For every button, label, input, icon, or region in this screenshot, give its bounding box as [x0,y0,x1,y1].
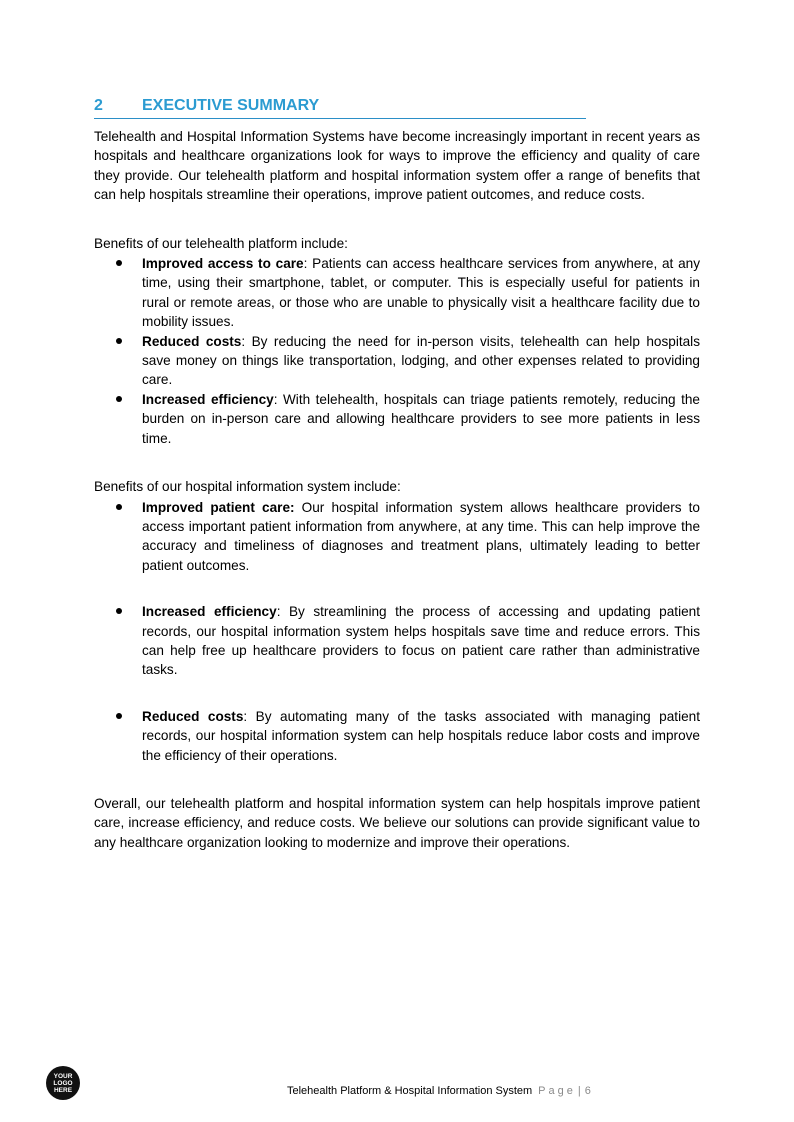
telehealth-benefits-list [94,254,700,448]
benefit-title: Improved patient care: [142,499,295,515]
list-item [94,390,700,448]
benefit-text: : By reducing the need for in-person visits, telehealth can help hospitals save money on things like transportation, lodging, and other expenses related to providing care. [142,333,700,388]
page-footer [287,1085,591,1097]
section-title: EXECUTIVE SUMMARY [142,97,320,114]
benefit-text: : With telehealth, hospitals can triage patients remotely, reducing the burden on in-person care and allowing healthcare providers to see more patients in less time. [142,391,700,446]
bullet-icon [116,504,122,510]
list-item [94,254,700,332]
list-item [94,707,700,765]
list-item [94,498,700,576]
benefit-text: : By automating many of the tasks associated with managing patient records, our hospital information system can help hospitals reduce labor costs and improve the efficiency of their operations. [142,708,700,763]
benefit-title: Increased efficiency [142,604,277,620]
logo-text-line: HERE [53,1086,73,1094]
bullet-icon [116,260,122,266]
his-benefits-intro: Benefits of our hospital information system include: [94,479,401,495]
footer-separator: | [577,1085,581,1097]
list-item [94,332,700,390]
conclusion-paragraph: Overall, our telehealth platform and hospital information system can help hospitals improve patient care, increase efficiency, and reduce costs. We believe our solutions can provide significant value to any healthcare organization looking to modernize and improve their operations. [94,795,700,850]
his-benefits-list [94,498,700,765]
section-heading [94,96,586,119]
logo-text-line: LOGO [53,1079,73,1087]
list-item [94,602,700,680]
footer-document-title: Telehealth Platform & Hospital Information System [287,1085,533,1097]
benefit-title: Increased efficiency [142,391,274,407]
intro-paragraph: Telehealth and Hospital Information Systems have become increasingly important in recent years as hospitals and healthcare organizations look for ways to improve the efficiency and quality of care they provide. Our telehealth platform and hospital information system offer a range of benefits that can help hospitals streamline their operations, improve patient outcomes, and reduce costs. [94,129,700,203]
benefit-title: Reduced costs [142,333,242,349]
telehealth-benefits-intro: Benefits of our telehealth platform include: [94,235,348,251]
benefit-text: Our hospital information system allows healthcare providers to access important patient information from anywhere, at any time. This can help improve the accuracy and timeliness of diagnoses and treatment plans, ultimately leading to better patient outcomes. [142,499,700,573]
company-logo [46,1066,80,1100]
bullet-icon [116,338,122,344]
bullet-icon [116,396,122,402]
bullet-icon [116,608,122,614]
footer-page-label: Page [538,1085,576,1097]
benefit-text: : By streamlining the process of accessing and updating patient records, our hospital information system helps hospitals save time and reduce errors. This can help free up healthcare providers to focus on patient care rather than administrative tasks. [142,604,700,678]
bullet-icon [116,713,122,719]
benefit-title: Improved access to care [142,256,304,272]
footer-page-number: 6 [584,1085,591,1097]
logo-text-line: YOUR [53,1072,73,1080]
page-content [94,96,700,852]
benefit-text: : Patients can access healthcare services from anywhere, at any time, using their smartphone, tablet, or computer. This is especially useful for patients in rural or remote areas, or those who are unable to physically visit a healthcare facility due to mobility issues. [142,256,700,330]
benefit-title: Reduced costs [142,708,244,724]
section-number: 2 [94,97,103,114]
